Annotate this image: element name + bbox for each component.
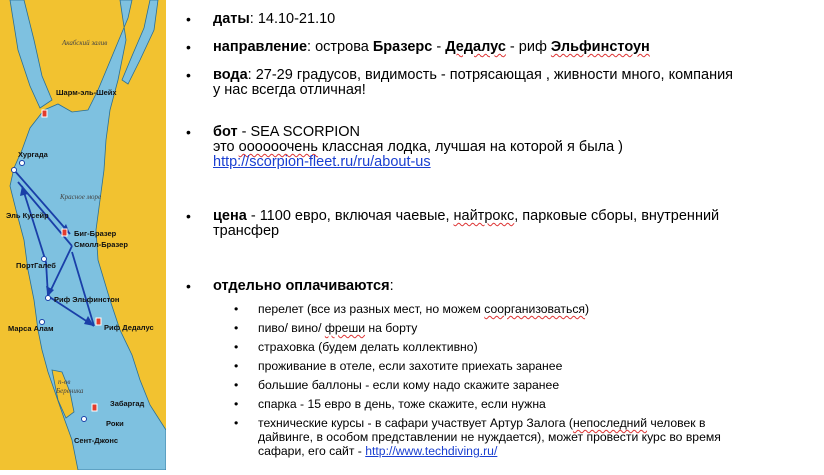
label-rocky: Роки (106, 419, 124, 428)
label-elphinstone: Риф Эльфинстон (54, 295, 120, 304)
extra-hotel-text: проживание в отеле, если захотите приехать заранее (258, 359, 563, 373)
marker-sharm (42, 110, 47, 117)
sub-bullet: • (234, 397, 239, 411)
label-port-ghalib: ПортГалеб (16, 261, 56, 270)
price-text: - 1100 евро, включая чаевые, (246, 208, 454, 224)
red-sea-map (0, 0, 166, 470)
marker-hurghada (12, 168, 17, 173)
extra-flight-text: перелет (все из разных мест, но можем (258, 302, 485, 316)
label-small-brother: Смолл-Бразер (74, 240, 128, 249)
bullet: • (186, 278, 191, 294)
extra-drinks-emphasis: фреши (324, 321, 366, 335)
tech-link[interactable]: http://www.techdiving.ru/ (365, 444, 498, 458)
label-daedalus: Риф Дедалус (104, 323, 154, 332)
label-red-sea: Красное море (60, 193, 102, 201)
extras-label: отдельно оплачиваются (213, 278, 390, 294)
sub-bullet: • (234, 302, 239, 316)
extra-tech-emphasis: непоследний (572, 416, 648, 430)
extras-colon: : (389, 278, 394, 294)
label-hurghada: Хургада (18, 150, 48, 159)
island-marker (20, 161, 25, 166)
extra-drinks-end: на борту (365, 321, 418, 335)
label-el-kuseir: Эль Кусейр (6, 211, 49, 220)
water-label: вода (213, 67, 248, 83)
marker-rocky (82, 417, 87, 422)
label-zabargad: Забаргад (110, 399, 145, 408)
daedalus-name: Дедалус (445, 39, 506, 55)
boat-desc: классная лодка, лучшая на которой я была ) (317, 139, 624, 155)
price-label: цена (213, 208, 247, 224)
extra-flight-end: ) (585, 302, 590, 316)
label-st-johns: Сент-Джонс (74, 436, 119, 445)
marker-big-brother (62, 229, 67, 236)
direction-label: направление (213, 39, 308, 55)
label-marsa-alam: Марса Алам (8, 324, 54, 333)
extra-gear-text: спарка - 15 евро в день, тоже скажите, если нужна (258, 397, 546, 411)
marker-elphinstone (46, 296, 51, 301)
boat-name: - SEA SCORPION (237, 124, 361, 140)
boat-desc-word: это (213, 139, 235, 155)
dates-value: : 14.10-21.10 (249, 11, 336, 27)
water-line-2: у нас всегда отличная! (213, 82, 366, 98)
sub-bullet: • (234, 359, 239, 373)
price-line-2: трансфер (213, 223, 280, 239)
extra-flight-emphasis: соорганизоваться (484, 302, 586, 316)
extra-tech-text-2: человек в (647, 416, 706, 430)
boat-label: бот (213, 124, 238, 140)
extra-tanks-text: большие баллоны - если кому надо скажите заранее (258, 378, 560, 392)
bullet: • (186, 39, 191, 55)
brothers-name: Бразерс (372, 39, 433, 55)
label-berenice-1: п-ов (58, 378, 71, 386)
label-berenice-2: Береника (56, 387, 84, 395)
extra-drinks-text: пиво/ вино/ (258, 321, 325, 335)
sub-bullet: • (234, 321, 239, 335)
water-line-1: : 27-29 градусов, видимость - потрясающая , живности много, компания (247, 67, 734, 83)
boat-link[interactable]: http://scorpion-fleet.ru/ru/about-us (213, 154, 431, 170)
elphinstone-name: Эльфинстоун (550, 39, 650, 55)
label-big-brother: Биг-Бразер (74, 229, 117, 238)
extra-tech-line-3: сафари, его сайт - (258, 444, 366, 458)
extra-tech-text: технические курсы - в сафари участвует Артур Залога ( (258, 416, 573, 430)
sub-bullet: • (234, 340, 239, 354)
label-gulf: Акабский залив (62, 39, 108, 47)
boat-desc-emphasis: оооооочень (238, 139, 318, 155)
price-nitrox: найтрокс (453, 208, 515, 224)
extra-insurance-text: страховка (будем делать коллективно) (258, 340, 478, 354)
direction-dash: - (432, 39, 446, 55)
extra-tech-line-2: дайвинге, в особом представлении не нуждается), может провести курс во время (258, 430, 721, 444)
sub-bullet: • (234, 416, 239, 430)
direction-text: : острова (307, 39, 373, 55)
marker-zabargad (92, 404, 97, 411)
direction-text-2: - риф (505, 39, 551, 55)
dates-label: даты (213, 11, 250, 27)
price-text-2: , парковые сборы, внутренний (514, 208, 720, 224)
bullet: • (186, 124, 191, 140)
bullet: • (186, 67, 191, 83)
sub-bullet: • (234, 378, 239, 392)
bullet: • (186, 11, 191, 27)
label-sharm: Шарм-эль-Шейх (56, 88, 117, 97)
bullet: • (186, 208, 191, 224)
marker-daedalus (96, 318, 101, 325)
